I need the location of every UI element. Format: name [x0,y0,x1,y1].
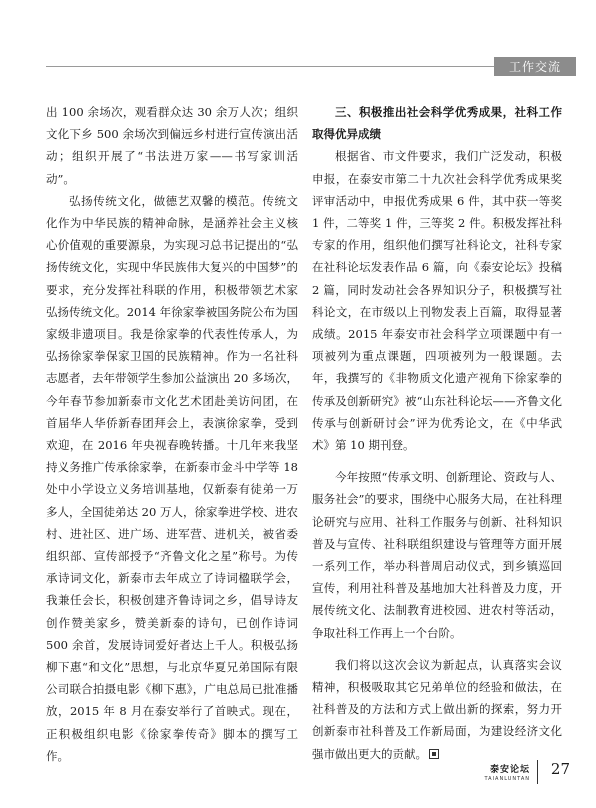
page-number: 27 [550,760,570,778]
section-heading: 三、积极推出社会科学优秀成果，社科工作取得优异成绩 [312,105,562,142]
left-column [46,101,298,767]
footer-brand-name: 泰安论坛 [489,765,530,775]
left-paragraph-1: 出 100 余场次，观看群众达 30 余万人次；组织文化下乡 500 余场次到偏远乡村进行宣传演出活动；组织开展了“书法进万家——书写家训活动”。 [46,105,298,186]
header-rule [46,66,494,67]
left-paragraph-2: 弘扬传统文化，做德艺双馨的模范。传统文化作为中华民族的精神命脉，是涵养社会主义核心价值观的重要源泉，为实现习总书记提出的“弘扬传统文化，实现中华民族伟大复兴的中国梦”的要求，充分发挥社科联的作用，积极带领艺术家弘扬传统文化。2014 年徐家拳被国务院公布为国家级非遗项目。我是徐家拳的代表性传承人，为弘扬徐家拳保家卫国的民族精神。作为一名社科志愿者，去年带领学生参加公益演出 20 多场次，今年春节参加新泰市文化艺术团赴美访问团，在首届华人华侨新春团拜会上，表演徐家拳，受到欢迎，在 2016 年央视春晚转播。十几年来我坚持义务推广传承徐家拳，在新泰市金斗中学等 18 处中小学设立义务培训基地，仅新泰有徒弟一万多人，全国徒弟达 20 万人，徐家拳进学校、进农村、进社区、进广场、进军营、进机关，被省委组织部、宣传部授予“齐鲁文化之星”称号。为传承诗词文化，新泰市去年成立了诗词楹联学会，我兼任会长，积极创建齐鲁诗词之乡，倡导诗友创作赞美家乡，赞美新泰的诗句，已创作诗词 500 余首，发展诗词爱好者达上千人。积极弘扬柳下惠“和文化”思想，与北京华夏兄弟国际有限公司联合拍摄电影《柳下惠》，广电总局已批准播放，2015 年 8 月在泰安举行了首映式。现在，正积极组织电影《徐家拳传奇》脚本的撰写工作。 [46,193,298,763]
right-paragraph-1: 根据省、市文件要求，我们广泛发动，积极申报，在泰安市第二十九次社会科学优秀成果奖评审活动中，申报优秀成果 6 件，其中获一等奖 1 件，二等奖 1 件，三等奖 2 件。积极发挥社科专家的作用，组织他们撰写社科论文，社科专家在社科论坛发表作品 6 篇，向《泰安论坛》投稿 2 篇，同时发动社会各界知识分子，积极撰写社科论文，在市级以上刊物发表上百篇，取得显著成绩。2015 年泰安市社会科学立项课题中有一项被列为重点课题，四项被列为一般课题。去年，我撰写的《非物质文化遗产视角下徐家拳的传承及创新研究》被“山东社科论坛——齐鲁文化传承与创新研讨会”评为优秀论文，在《中华武术》第 10 期刊登。 [312,149,562,453]
right-column [312,101,562,765]
right-paragraph-2: 今年按照“传承文明、创新理论、资政与人、服务社会”的要求，围绕中心服务大局，在社科理论研究与应用、社科工作服务与创新、社科知识普及与宣传、社科联组织建设与管理等方面开展一系列工作，举办科普周启动仪式，到乡镇巡回宣传，利用社科普及基地加大社科普及力度，开展传统文化、法制教育进校园、进农村等活动，争取社科工作再上一个台阶。 [312,470,562,640]
right-paragraph-3-text: 我们将以这次会议为新起点，认真落实会议精神，积极吸取其它兄弟单位的经验和做法，在社科普及的方法和方式上做出新的探索，努力开创新泰市社科普及工作新局面，为建设经济文化强市做出更大的贡献。 [312,657,562,761]
right-paragraph-3 [312,654,562,765]
end-mark-icon [429,749,439,759]
footer-separator [537,760,538,784]
section-tab [494,57,576,76]
footer-brand-pinyin: TAIANLUNTAN [484,776,530,782]
footer-brand [485,762,531,782]
section-title: 工作交流 [508,60,561,74]
